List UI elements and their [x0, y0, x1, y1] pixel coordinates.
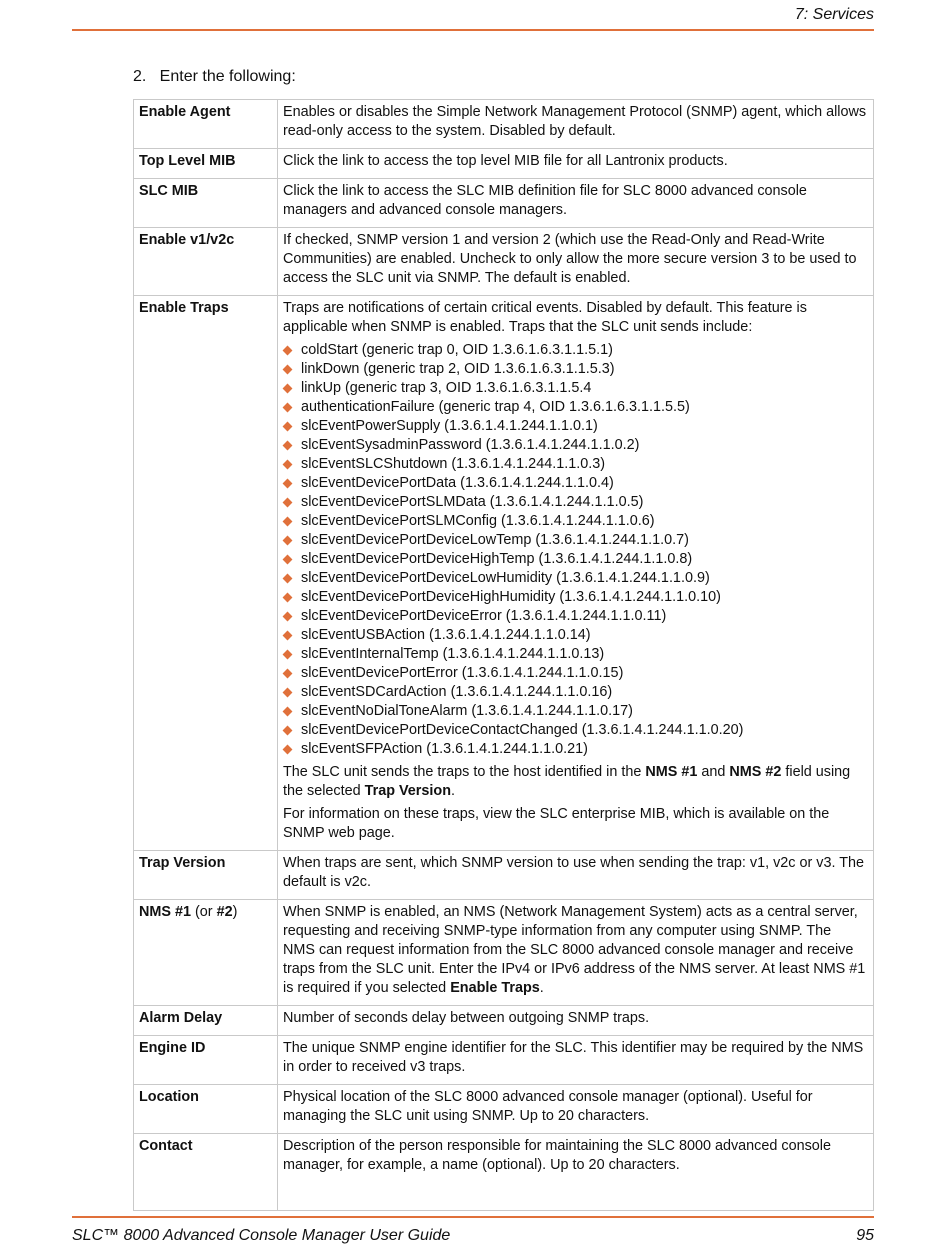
text-span: The SLC unit sends the traps to the host identified in the [283, 764, 646, 780]
trap-list-item [283, 341, 867, 360]
trap-label: slcEventDevicePortDeviceLowHumidity (1.3.6.1.4.1.244.1.1.0.9) [301, 570, 710, 586]
diamond-bullet-icon [283, 574, 293, 584]
trap-list [283, 341, 867, 759]
diamond-bullet-icon [283, 555, 293, 565]
trap-list-item [283, 455, 867, 474]
param-description: Click the link to access the SLC MIB definition file for SLC 8000 advanced console managers and advanced console managers. [278, 179, 874, 228]
text-span: (or [190, 904, 217, 920]
diamond-bullet-icon [283, 460, 293, 470]
text-bold: NMS #1 [645, 764, 698, 780]
diamond-bullet-icon [283, 669, 293, 679]
param-description [278, 296, 874, 851]
text-span: . [451, 783, 455, 799]
text-span: ) [232, 904, 238, 920]
trap-label: slcEventDevicePortError (1.3.6.1.4.1.244.1.1.0.15) [301, 665, 624, 681]
trap-label: slcEventDevicePortData (1.3.6.1.4.1.244.1.1.0.4) [301, 475, 614, 491]
diamond-bullet-icon [283, 498, 293, 508]
trap-list-item [283, 417, 867, 436]
text-span: field using the selected [283, 764, 851, 799]
diamond-bullet-icon [283, 536, 293, 546]
trap-label: slcEventDevicePortDeviceContactChanged (1.3.6.1.4.1.244.1.1.0.20) [301, 722, 744, 738]
table-row [134, 1134, 874, 1211]
param-name: Alarm Delay [134, 1006, 278, 1036]
param-description: Number of seconds delay between outgoing SNMP traps. [278, 1006, 874, 1036]
param-description: Click the link to access the top level MIB file for all Lantronix products. [278, 149, 874, 179]
param-description: If checked, SNMP version 1 and version 2 (which use the Read-Only and Read-Write Communities) are enabled. Uncheck to only allow the more secure version 3 to be used to access the SLC unit via SNMP. The default is enabled. [278, 228, 874, 296]
trap-label: authenticationFailure (generic trap 4, OID 1.3.6.1.6.3.1.1.5.5) [301, 399, 690, 415]
text-bold: NMS #1 [139, 904, 191, 920]
param-description: Description of the person responsible for maintaining the SLC 8000 advanced console manager, for example, a name (optional). Up to 20 characters. [278, 1134, 874, 1211]
param-description: Enables or disables the Simple Network Management Protocol (SNMP) agent, which allows read-only access to the system. Disabled by default. [278, 100, 874, 149]
diamond-bullet-icon [283, 631, 293, 641]
trap-label: slcEventUSBAction (1.3.6.1.4.1.244.1.1.0.14) [301, 627, 591, 643]
param-name: Engine ID [134, 1036, 278, 1085]
traps-intro: Traps are notifications of certain critical events. Disabled by default. This feature is applicable when SNMP is enabled. Traps that the SLC unit sends include: [283, 300, 807, 335]
trap-list-item [283, 607, 867, 626]
trap-label: slcEventPowerSupply (1.3.6.1.4.1.244.1.1.0.1) [301, 418, 598, 434]
trap-list-item [283, 436, 867, 455]
table-row [134, 1006, 874, 1036]
trap-list-item [283, 360, 867, 379]
text-span: and [697, 764, 730, 780]
header-rule [72, 29, 874, 31]
text-span: . [539, 980, 544, 996]
param-description: When traps are sent, which SNMP version to use when sending the trap: v1, v2c or v3. The default is v2c. [278, 851, 874, 900]
text-bold: Enable Traps [450, 980, 540, 996]
text-bold: Trap Version [364, 783, 451, 799]
param-description: The unique SNMP engine identifier for the SLC. This identifier may be required by the NMS in order to received v3 traps. [278, 1036, 874, 1085]
trap-list-item [283, 645, 867, 664]
diamond-bullet-icon [283, 365, 293, 375]
guide-title: SLC™ 8000 Advanced Console Manager User Guide [72, 1227, 451, 1244]
table-row [134, 900, 874, 1006]
diamond-bullet-icon [283, 650, 293, 660]
param-name [134, 900, 278, 1006]
trap-list-item [283, 569, 867, 588]
trap-list-item [283, 702, 867, 721]
diamond-bullet-icon [283, 384, 293, 394]
param-name: Enable Traps [134, 296, 278, 851]
param-name: Trap Version [134, 851, 278, 900]
param-description [278, 900, 874, 1006]
section-header: 7: Services [794, 6, 874, 23]
trap-list-item [283, 664, 867, 683]
trap-list-item [283, 398, 867, 417]
trap-label: slcEventNoDialToneAlarm (1.3.6.1.4.1.244.1.1.0.17) [301, 703, 633, 719]
trap-list-item [283, 512, 867, 531]
trap-list-item [283, 550, 867, 569]
diamond-bullet-icon [283, 441, 293, 451]
param-description: Physical location of the SLC 8000 advanced console manager (optional). Useful for managing the SLC unit using SNMP. Up to 20 characters. [278, 1085, 874, 1134]
table-row [134, 179, 874, 228]
trap-list-item [283, 493, 867, 512]
diamond-bullet-icon [283, 346, 293, 356]
trap-list-item [283, 740, 867, 759]
traps-hosts-text [283, 763, 867, 801]
trap-list-item [283, 531, 867, 550]
param-name: Enable Agent [134, 100, 278, 149]
text-span: When SNMP is enabled, an NMS (Network Management System) acts as a central server, requesting and receiving SNMP-type information from any computer using SNMP. The NMS can request information from the SLC 8000 advanced console manager and receive traps from the SLC unit. Enter the IPv4 or IPv6 address of the NMS server. At least NMS #1 is required if you selected [283, 904, 866, 996]
trap-label: coldStart (generic trap 0, OID 1.3.6.1.6.3.1.1.5.1) [301, 342, 613, 358]
trap-label: linkUp (generic trap 3, OID 1.3.6.1.6.3.1.1.5.4 [301, 380, 592, 396]
table-row [134, 1036, 874, 1085]
page-number: 95 [856, 1227, 874, 1244]
param-name: Enable v1/v2c [134, 228, 278, 296]
trap-label: slcEventDevicePortDeviceLowTemp (1.3.6.1.4.1.244.1.1.0.7) [301, 532, 689, 548]
trap-list-item [283, 683, 867, 702]
trap-label: slcEventSysadminPassword (1.3.6.1.4.1.244.1.1.0.2) [301, 437, 640, 453]
step-instruction: 2. Enter the following: [133, 68, 296, 85]
trap-label: slcEventInternalTemp (1.3.6.1.4.1.244.1.1.0.13) [301, 646, 605, 662]
footer-rule [72, 1216, 874, 1218]
trap-list-item [283, 588, 867, 607]
traps-info-text: For information on these traps, view the SLC enterprise MIB, which is available on the SNMP web page. [283, 806, 830, 841]
trap-label: slcEventSDCardAction (1.3.6.1.4.1.244.1.1.0.16) [301, 684, 613, 700]
text-bold: NMS #2 [729, 764, 782, 780]
table-row [134, 149, 874, 179]
table-row [134, 851, 874, 900]
trap-label: slcEventSFPAction (1.3.6.1.4.1.244.1.1.0.21) [301, 741, 588, 757]
trap-label: slcEventDevicePortSLMConfig (1.3.6.1.4.1.244.1.1.0.6) [301, 513, 655, 529]
text-bold: #2 [216, 904, 233, 920]
param-name: Top Level MIB [134, 149, 278, 179]
diamond-bullet-icon [283, 593, 293, 603]
trap-label: slcEventDevicePortDeviceError (1.3.6.1.4.1.244.1.1.0.11) [301, 608, 667, 624]
trap-label: linkDown (generic trap 2, OID 1.3.6.1.6.3.1.1.5.3) [301, 361, 615, 377]
diamond-bullet-icon [283, 707, 293, 717]
diamond-bullet-icon [283, 422, 293, 432]
trap-label: slcEventDevicePortDeviceHighTemp (1.3.6.1.4.1.244.1.1.0.8) [301, 551, 693, 567]
trap-list-item [283, 626, 867, 645]
param-name: Contact [134, 1134, 278, 1211]
diamond-bullet-icon [283, 688, 293, 698]
snmp-parameters-table [133, 99, 874, 1211]
trap-label: slcEventDevicePortSLMData (1.3.6.1.4.1.244.1.1.0.5) [301, 494, 644, 510]
diamond-bullet-icon [283, 726, 293, 736]
trap-label: slcEventDevicePortDeviceHighHumidity (1.3.6.1.4.1.244.1.1.0.10) [301, 589, 721, 605]
param-name: Location [134, 1085, 278, 1134]
param-name: SLC MIB [134, 179, 278, 228]
trap-list-item [283, 474, 867, 493]
diamond-bullet-icon [283, 745, 293, 755]
table-row [134, 100, 874, 149]
trap-list-item [283, 379, 867, 398]
trap-label: slcEventSLCShutdown (1.3.6.1.4.1.244.1.1.0.3) [301, 456, 605, 472]
trap-list-item [283, 721, 867, 740]
table-row [134, 228, 874, 296]
table-row [134, 1085, 874, 1134]
diamond-bullet-icon [283, 517, 293, 527]
table-row [134, 296, 874, 851]
diamond-bullet-icon [283, 479, 293, 489]
diamond-bullet-icon [283, 403, 293, 413]
diamond-bullet-icon [283, 612, 293, 622]
